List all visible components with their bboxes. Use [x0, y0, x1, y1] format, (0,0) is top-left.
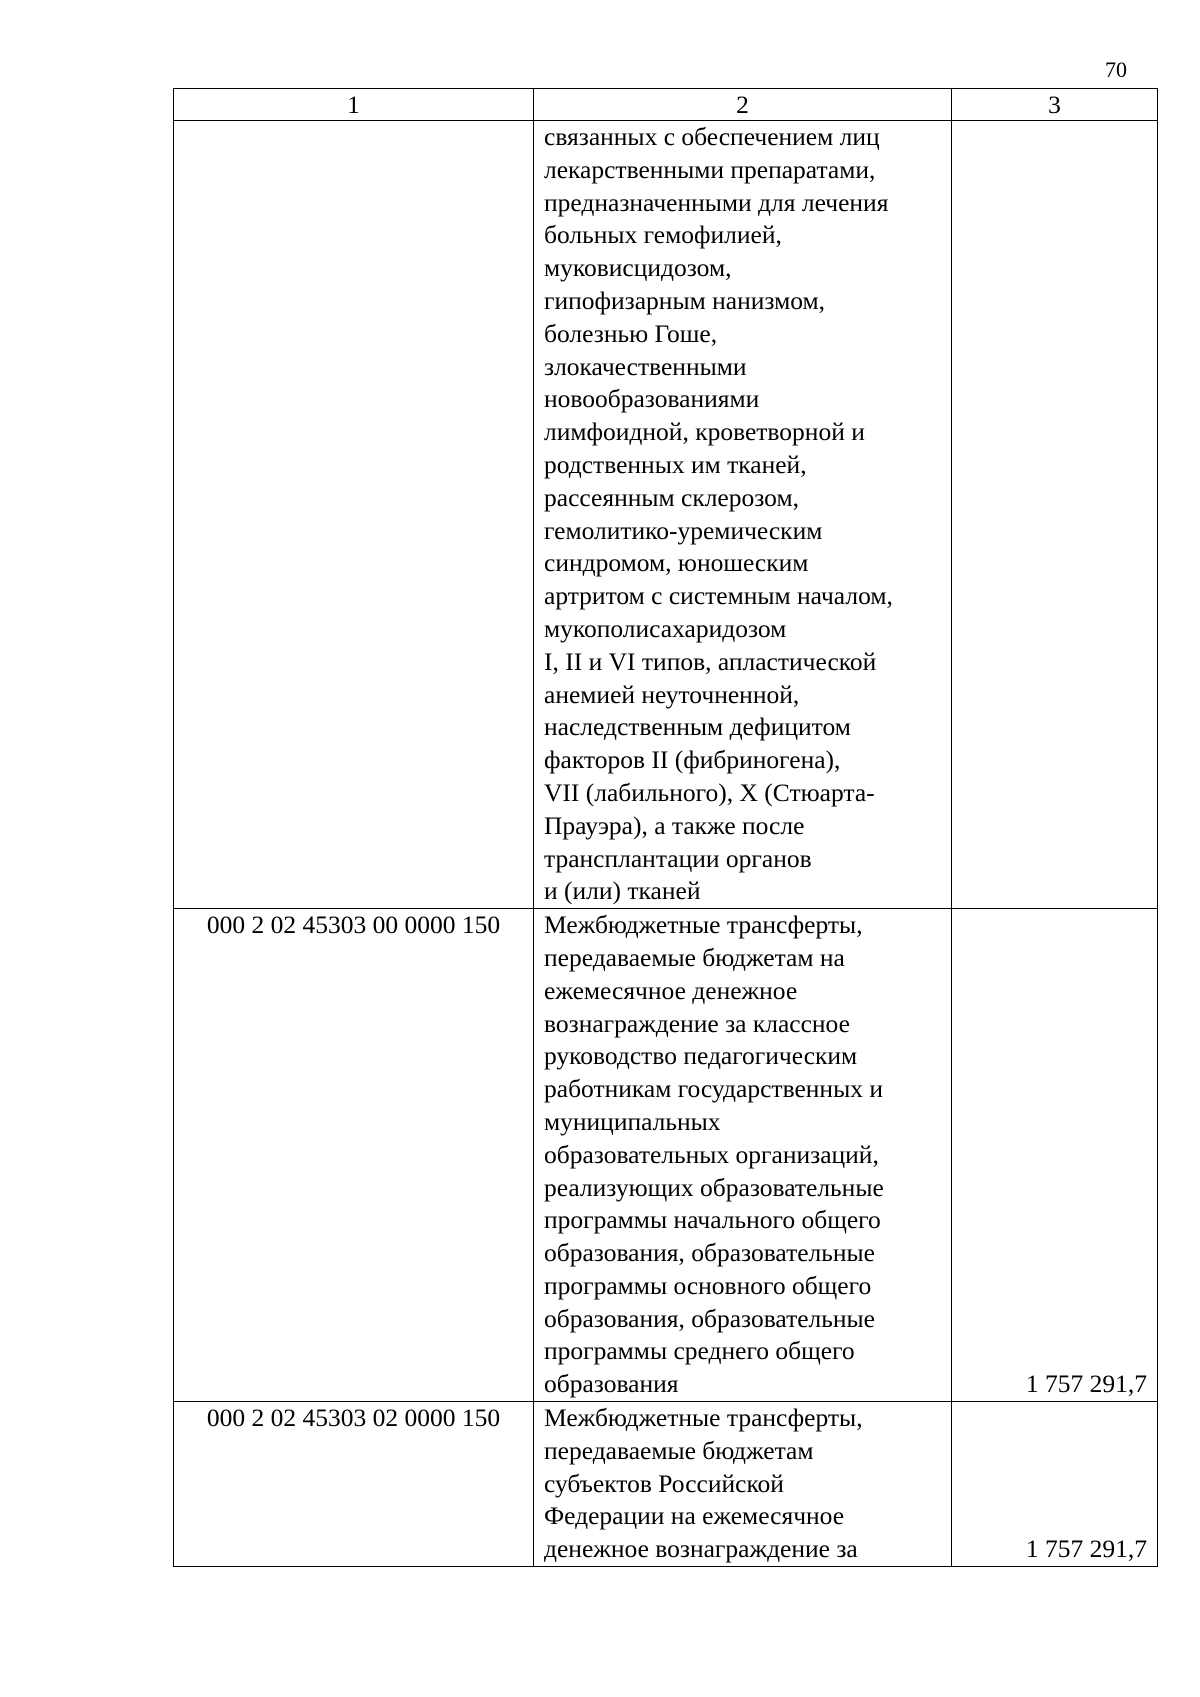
description-line: руководство педагогическим: [544, 1041, 858, 1071]
budget-code-cell: 000 2 02 45303 02 0000 150: [174, 1402, 534, 1567]
column-header-1: 1: [174, 89, 534, 121]
description-cell: [534, 909, 952, 1402]
description-line: VII (лабильного), X (Стюарта-: [544, 777, 875, 807]
description-line: анемией неуточненной,: [544, 679, 800, 709]
description-line: программы среднего общего: [544, 1336, 855, 1366]
description-line: лимфоидной, кроветворной и: [544, 417, 865, 447]
description-line: и (или) тканей: [544, 876, 701, 906]
description-line: родственных им тканей,: [544, 449, 807, 479]
description-line: муковисцидозом,: [544, 253, 732, 283]
description-line: Федерации на ежемесячное: [544, 1501, 845, 1531]
description-line: рассеянным склерозом,: [544, 482, 799, 512]
description-line: трансплантации органов: [544, 843, 812, 873]
column-header-3: 3: [952, 89, 1158, 121]
description-line: гемолитико-уремическим: [544, 515, 823, 545]
description-line: работникам государственных и: [544, 1074, 883, 1104]
description-line: передаваемые бюджетам: [544, 1435, 814, 1465]
description-line: реализующих образовательные: [544, 1172, 884, 1202]
amount-cell: [952, 121, 1158, 909]
description-line: Прауэра), а также после: [544, 810, 805, 840]
description-line: Межбюджетные трансферты,: [544, 910, 863, 940]
description-line: артритом с системным началом,: [544, 581, 893, 611]
description-line: злокачественными: [544, 351, 747, 381]
description-line: субъектов Российской: [544, 1468, 784, 1498]
description-line: факторов II (фибриногена),: [544, 745, 841, 775]
description-line: образования, образовательные: [544, 1303, 876, 1333]
description-line: образовательных организаций,: [544, 1139, 879, 1169]
page-number: 70: [1105, 57, 1127, 82]
description-line: новообразованиями: [544, 384, 760, 414]
description-line: больных гемофилией,: [544, 220, 782, 250]
amount-cell: 1 757 291,7: [952, 1402, 1158, 1567]
description-line: наследственным дефицитом: [544, 712, 851, 742]
description-line: денежное вознаграждение за: [544, 1534, 858, 1564]
table-header-row: [174, 89, 1158, 121]
budget-table: [173, 88, 1158, 1567]
description-line: мукополисахаридозом: [544, 613, 787, 643]
budget-code-cell: [174, 121, 534, 909]
table-row: [174, 1402, 1158, 1567]
description-line: программы начального общего: [544, 1205, 881, 1235]
description-line: Межбюджетные трансферты,: [544, 1403, 863, 1433]
table-row: [174, 909, 1158, 1402]
column-header-2: 2: [534, 89, 952, 121]
description-cell: [534, 1402, 952, 1567]
table-body: [174, 89, 1158, 1567]
description-line: ежемесячное денежное: [544, 975, 798, 1005]
description-line: муниципальных: [544, 1106, 721, 1136]
description-line: лекарственными препаратами,: [544, 154, 876, 184]
table-row: [174, 121, 1158, 909]
description-line: предназначенными для лечения: [544, 187, 889, 217]
description-line: вознаграждение за классное: [544, 1008, 850, 1038]
description-line: синдромом, юношеским: [544, 548, 809, 578]
amount-cell: 1 757 291,7: [952, 909, 1158, 1402]
description-line: болезнью Гоше,: [544, 318, 718, 348]
description-line: передаваемые бюджетам на: [544, 942, 845, 972]
description-line: связанных с обеспечением лиц: [544, 122, 880, 151]
description-cell: [534, 121, 952, 909]
description-line: образования, образовательные: [544, 1238, 876, 1268]
description-line: I, II и VI типов, апластической: [544, 646, 877, 676]
description-line: гипофизарным нанизмом,: [544, 285, 825, 315]
description-line: образования: [544, 1369, 679, 1399]
description-line: программы основного общего: [544, 1270, 872, 1300]
budget-code-cell: 000 2 02 45303 00 0000 150: [174, 909, 534, 1402]
